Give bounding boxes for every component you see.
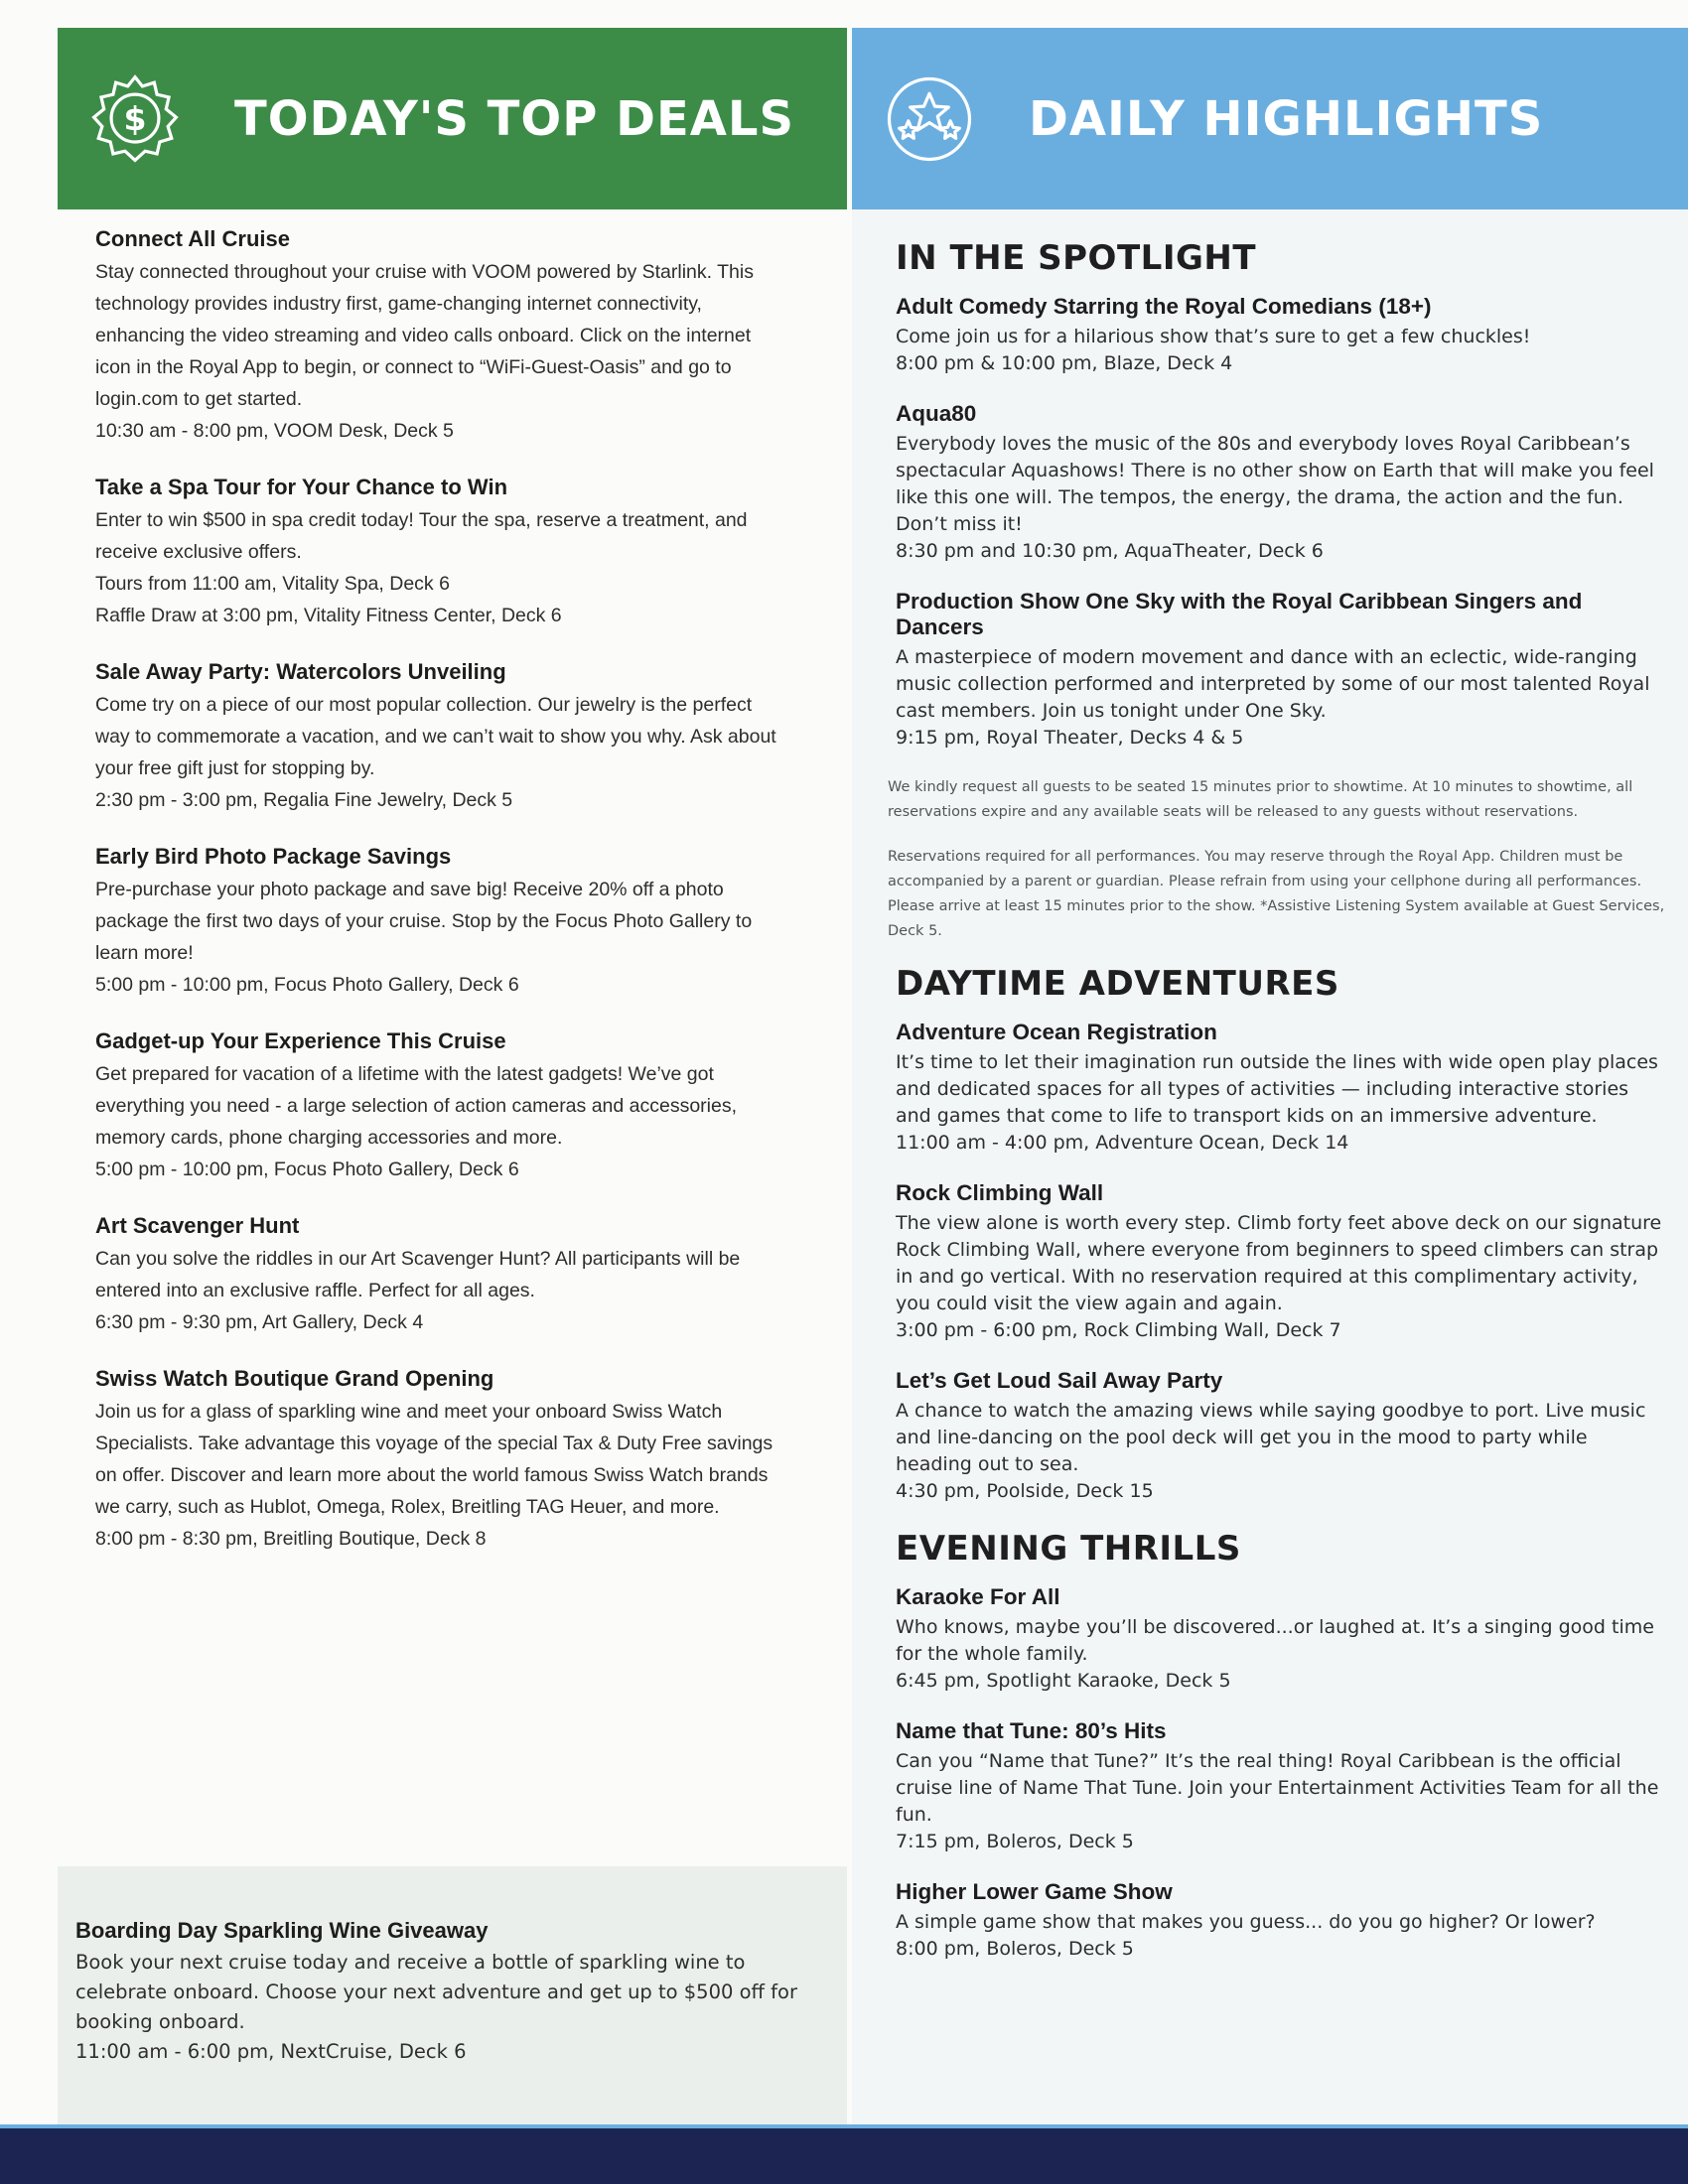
highlight-time-location: 7:15 pm, Boleros, Deck 5 [896,1831,1134,1852]
highlight-description: Who knows, maybe you’ll be discovered...or laughed at. It’s a singing good time for the whole family. [896,1616,1654,1665]
deal-description: Enter to win $500 in spa credit today! Tour the spa, reserve a treatment, and receive exclusive offers. [95,509,748,563]
deal-description: Stay connected throughout your cruise with VOOM powered by Starlink. This technology provides industry first, game-changing internet connectivity, enhancing the video streaming and video calls onboard. Click on the internet icon in the Royal App to begin, or connect to “WiFi-Guest-Oasis” and go to login.com to get started. [95,261,754,410]
deal-description: Join us for a glass of sparkling wine and meet your onboard Swiss Watch Specialists. Take advantage this voyage of the special Tax & Duty Free savings on offer. Discover and learn more about the world famous Swiss Watch brands we carry, such as Hublot, Omega, Rolex, Breitling TAG Heuer, and more. [95,1401,774,1518]
highlight-description: A chance to watch the amazing views while saying goodbye to port. Live music and line-dancing on the pool deck will get you in the mood to party while heading out to sea. [896,1400,1646,1475]
deal-item [95,475,790,631]
highlight-title: Adventure Ocean Registration [896,1020,1217,1044]
highlights-list [882,226,1666,1986]
deal-time-location: 10:30 am - 8:00 pm, VOOM Desk, Deck 5 [95,420,454,442]
highlight-time-location: 8:00 pm, Boleros, Deck 5 [896,1938,1134,1960]
deal-time-location: 5:00 pm - 10:00 pm, Focus Photo Gallery, Deck 6 [95,1159,519,1180]
highlight-item [896,1368,1666,1505]
highlight-description: A masterpiece of modern movement and dance with an eclectic, wide-ranging music collection performed and interpreted by some of our most talented Royal cast members. Join us tonight under One Sky. [896,646,1650,722]
highlight-item [896,1020,1666,1157]
deal-title: Connect All Cruise [95,226,290,251]
deal-title: Swiss Watch Boutique Grand Opening [95,1366,494,1391]
highlight-time-location: 6:45 pm, Spotlight Karaoke, Deck 5 [896,1670,1231,1692]
deal-time-location: 5:00 pm - 10:00 pm, Focus Photo Gallery, Deck 6 [95,974,519,996]
highlight-time-location: 4:30 pm, Poolside, Deck 15 [896,1480,1154,1502]
deal-time-location: 2:30 pm - 3:00 pm, Regalia Fine Jewelry, Deck 5 [95,789,513,811]
highlight-item [896,589,1666,751]
evening-heading: EVENING THRILLS [896,1529,1241,1569]
highlight-description: A simple game show that makes you guess... do you go higher? Or lower? [896,1911,1596,1933]
daytime-heading: DAYTIME ADVENTURES [896,964,1339,1004]
highlight-title: Let’s Get Loud Sail Away Party [896,1368,1223,1393]
deal-title: Sale Away Party: Watercolors Unveiling [95,659,506,684]
reservation-note: Reservations required for all performances. You may reserve through the Royal App. Children must be accompanied by a parent or guardian. Please refrain from using your cellphone during all performances. Please arrive at least 15 minutes prior to the show. *Assistive Listening System available at Guest Services, Deck 5. [888,849,1665,939]
dollar-badge-icon [89,73,181,165]
highlight-item [896,1180,1666,1344]
highlight-title: Higher Lower Game Show [896,1879,1173,1904]
spotlight-heading: IN THE SPOTLIGHT [896,238,1257,278]
highlight-title: Karaoke For All [896,1584,1060,1609]
giveaway-title: Boarding Day Sparkling Wine Giveaway [75,1918,489,1943]
deal-item [95,844,790,1001]
svg-text:$: $ [123,98,147,138]
highlights-header [852,28,1688,209]
deals-list [95,226,790,1582]
deals-title: TODAY'S TOP DEALS [234,90,795,147]
deal-time-location: 6:30 pm - 9:30 pm, Art Gallery, Deck 4 [95,1311,424,1333]
highlight-description: Everybody loves the music of the 80s and everybody loves Royal Caribbean’s spectacular Aquashows! There is no other show on Earth that will make you feel like this one will. The tempos, the energy, the drama, the action and the fun. Don’t miss it! [896,433,1654,535]
deal-time-location: Tours from 11:00 am, Vitality Spa, Deck 6 [95,573,450,595]
deal-item [95,1213,790,1338]
highlight-item [896,1718,1666,1855]
highlight-title: Production Show One Sky with the Royal Caribbean Singers and Dancers [896,589,1583,639]
highlight-time-location: 8:00 pm & 10:00 pm, Blaze, Deck 4 [896,352,1233,374]
highlight-item [896,1584,1666,1695]
highlight-title: Aqua80 [896,401,977,426]
giveaway-time-location: 11:00 am - 6:00 pm, NextCruise, Deck 6 [75,2040,467,2063]
highlight-description: It’s time to let their imagination run outside the lines with wide open play places and dedicated spaces for all types of activities — including interactive stories and games that come to life to transport kids on an immersive adventure. [896,1051,1658,1127]
highlight-time-location: 11:00 am - 4:00 pm, Adventure Ocean, Deck 14 [896,1132,1349,1154]
seating-note: We kindly request all guests to be seated 15 minutes prior to showtime. At 10 minutes to showtime, all reservations expire and any available seats will be released to any guests without reservations. [888,779,1633,820]
deal-title: Early Bird Photo Package Savings [95,844,452,869]
deal-item [95,1028,790,1185]
footer-bar [0,2124,1688,2184]
deal-description: Come try on a piece of our most popular collection. Our jewelry is the perfect way to commemorate a vacation, and we can’t wait to show you why. Ask about your free gift just for stopping by. [95,694,776,779]
giveaway-description: Book your next cruise today and receive a bottle of sparkling wine to celebrate onboard. Choose your next adventure and get up to $500 off for booking onboard. [75,1951,797,2033]
highlight-title: Adult Comedy Starring the Royal Comedians (18+) [896,294,1432,319]
highlight-description: Can you “Name that Tune?” It’s the real thing! Royal Caribbean is the official cruise line of Name That Tune. Join your Entertainment Activities Team for all the fun. [896,1750,1659,1826]
deal-description: Get prepared for vacation of a lifetime with the latest gadgets! We’ve got everything you need - a large selection of action cameras and accessories, memory cards, phone charging accessories and more. [95,1063,738,1149]
highlight-title: Rock Climbing Wall [896,1180,1104,1205]
footer-accent-strip [0,2124,1688,2128]
highlight-time-location: 8:30 pm and 10:30 pm, AquaTheater, Deck 6 [896,540,1324,562]
deal-description: Can you solve the riddles in our Art Scavenger Hunt? All participants will be entered into an exclusive raffle. Perfect for all ages. [95,1248,741,1301]
highlight-item [896,1879,1666,1963]
highlight-item [896,294,1666,377]
deal-item [95,1366,790,1555]
deals-header [58,28,847,209]
highlights-title: DAILY HIGHLIGHTS [1029,90,1544,147]
highlight-item [896,401,1666,565]
highlight-time-location: 9:15 pm, Royal Theater, Decks 4 & 5 [896,727,1244,749]
deal-description: Pre-purchase your photo package and save big! Receive 20% off a photo package the first two days of your cruise. Stop by the Focus Photo Gallery to learn more! [95,879,753,964]
deal-title: Gadget-up Your Experience This Cruise [95,1028,506,1053]
highlight-description: The view alone is worth every step. Climb forty feet above deck on our signature Rock Climbing Wall, where everyone from beginners to speed climbers can strap in and go vertical. With no reservation required at this complimentary activity, you could visit the view again and again. [896,1212,1662,1314]
deal-time-location: Raffle Draw at 3:00 pm, Vitality Fitness Center, Deck 6 [95,605,562,626]
highlight-time-location: 3:00 pm - 6:00 pm, Rock Climbing Wall, Deck 7 [896,1319,1341,1341]
highlight-description: Come join us for a hilarious show that’s sure to get a few chuckles! [896,326,1531,347]
highlight-title: Name that Tune: 80’s Hits [896,1718,1167,1743]
deal-item [95,659,790,816]
giveaway-box [58,1866,847,2124]
deal-time-location: 8:00 pm - 8:30 pm, Breitling Boutique, Deck 8 [95,1528,487,1550]
deal-title: Art Scavenger Hunt [95,1213,300,1238]
deal-item [95,226,790,447]
stars-circle-icon [884,73,975,165]
deal-title: Take a Spa Tour for Your Chance to Win [95,475,508,499]
